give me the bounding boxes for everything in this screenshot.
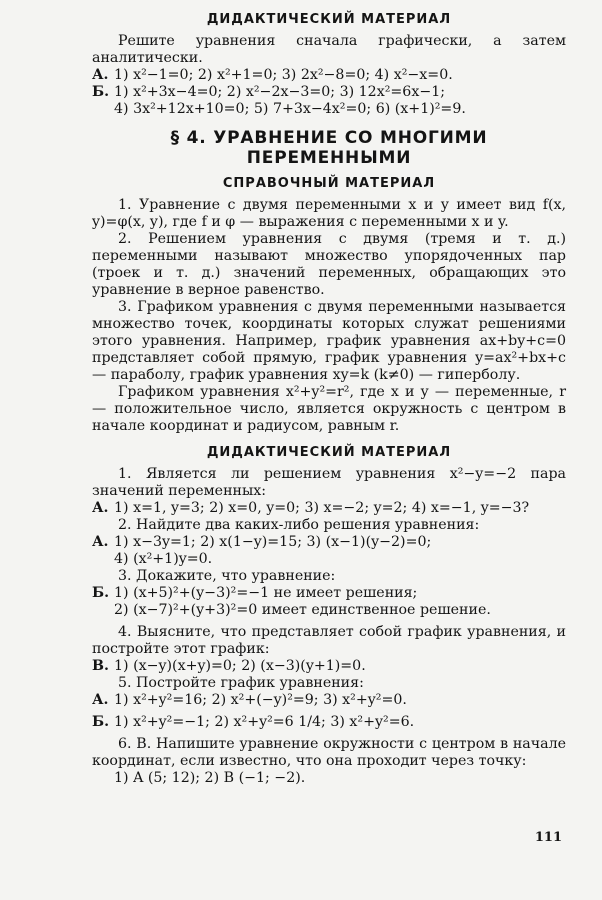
exercise-row [92, 84, 566, 101]
exercise-row [92, 658, 566, 675]
row-label: В. [92, 658, 109, 674]
row-text: 1) (x+5)²+(y−3)²=−1 не имеет решения; [114, 585, 418, 601]
exercise-row [92, 101, 566, 118]
section-header-didactic-2: ДИДАКТИЧЕСКИЙ МАТЕРИАЛ [206, 445, 452, 460]
row-label [92, 602, 114, 619]
exercise-row [92, 585, 566, 602]
exercise-row [92, 67, 566, 84]
reference-paragraph: Графиком уравнения x²+y²=r², где x и y — переменные, r — положительное число, является окружность с центром в начале координат и радиусом, равным r. [92, 384, 566, 434]
row-text: 1) x²+y²=16; 2) x²+(−y)²=9; 3) x²+y²=0. [114, 692, 407, 708]
row-text: 1) x=1, y=3; 2) x=0, y=0; 3) x=−2; y=2; 4) x=−1, y=−3? [114, 500, 530, 516]
row-text: 1) A (5; 12); 2) B (−1; −2). [114, 770, 306, 786]
page-number: 111 [534, 830, 562, 845]
row-text: 1) x−3y=1; 2) x(1−y)=15; 3) (x−1)(y−2)=0; [114, 534, 432, 550]
row-label [92, 770, 114, 787]
exercise-row [92, 714, 566, 731]
row-text: 4) 3x²+12x+10=0; 5) 7+3x−4x²=0; 6) (x+1)²=9. [114, 101, 466, 117]
row-text: 1) x²+y²=−1; 2) x²+y²=6 1/4; 3) x²+y²=6. [114, 714, 415, 730]
task-heading: 2. Найдите два каких-либо решения уравнения: [118, 517, 480, 533]
row-label: Б. [92, 585, 110, 601]
section-header-didactic: ДИДАКТИЧЕСКИЙ МАТЕРИАЛ [206, 12, 452, 27]
section-header-reference: СПРАВОЧНЫЙ МАТЕРИАЛ [222, 176, 436, 191]
section-title: § 4. УРАВНЕНИЕ СО МНОГИМИ ПЕРЕМЕННЫМИ [170, 128, 488, 168]
row-label: Б. [92, 714, 110, 730]
row-text: 4) (x²+1)y=0. [114, 551, 213, 567]
row-label: А. [92, 534, 109, 550]
reference-paragraph: 2. Решением уравнения с двумя (тремя и т. д.) переменными называют множество упорядоченных пар (троек и т. д.) значений переменных, обращающих это уравнение в верное равенство. [92, 231, 566, 298]
exercise-row [92, 770, 566, 787]
task-heading: 1. Является ли решением уравнения x²−y=−2 пара значений переменных: [92, 466, 566, 499]
task-heading: 4. Выясните, что представляет собой график уравнения, и постройте этот график: [92, 624, 566, 657]
row-text: 1) x²+3x−4=0; 2) x²−2x−3=0; 3) 12x²=6x−1; [114, 84, 446, 100]
row-label: А. [92, 67, 109, 83]
reference-paragraph: 3. Графиком уравнения с двумя переменными называется множество точек, координаты которых служат решениями этого уравнения. Например, график уравнения ax+by+c=0 представляет собой прямую, график уравнения y=ax²+bx+c — параболу, график уравнения xy=k (k≠0) — гиперболу. [92, 299, 566, 383]
row-label [92, 101, 114, 118]
exercise-row [92, 500, 566, 517]
exercise-row [92, 534, 566, 551]
exercise-row [92, 692, 566, 709]
row-label [92, 551, 114, 568]
row-text: 2) (x−7)²+(y+3)²=0 имеет единственное решение. [114, 602, 491, 618]
row-label: А. [92, 500, 109, 516]
reference-paragraph: 1. Уравнение с двумя переменными x и y имеет вид f(x, y)=φ(x, y), где f и φ — выражения с переменными x и y. [92, 197, 566, 230]
row-text: 1) (x−y)(x+y)=0; 2) (x−3)(y+1)=0. [114, 658, 366, 674]
task-heading: 3. Докажите, что уравнение: [118, 568, 336, 584]
row-label: А. [92, 692, 109, 708]
intro-paragraph: Решите уравнения сначала графически, а затем аналитически. [92, 33, 566, 66]
task-heading: 6. В. Напишите уравнение окружности с центром в начале координат, если известно, что она проходит через точку: [92, 736, 566, 769]
row-label: Б. [92, 84, 110, 100]
exercise-row [92, 602, 566, 619]
row-text: 1) x²−1=0; 2) x²+1=0; 3) 2x²−8=0; 4) x²−x=0. [114, 67, 453, 83]
task-heading: 5. Постройте график уравнения: [118, 675, 364, 691]
exercise-row [92, 551, 566, 568]
